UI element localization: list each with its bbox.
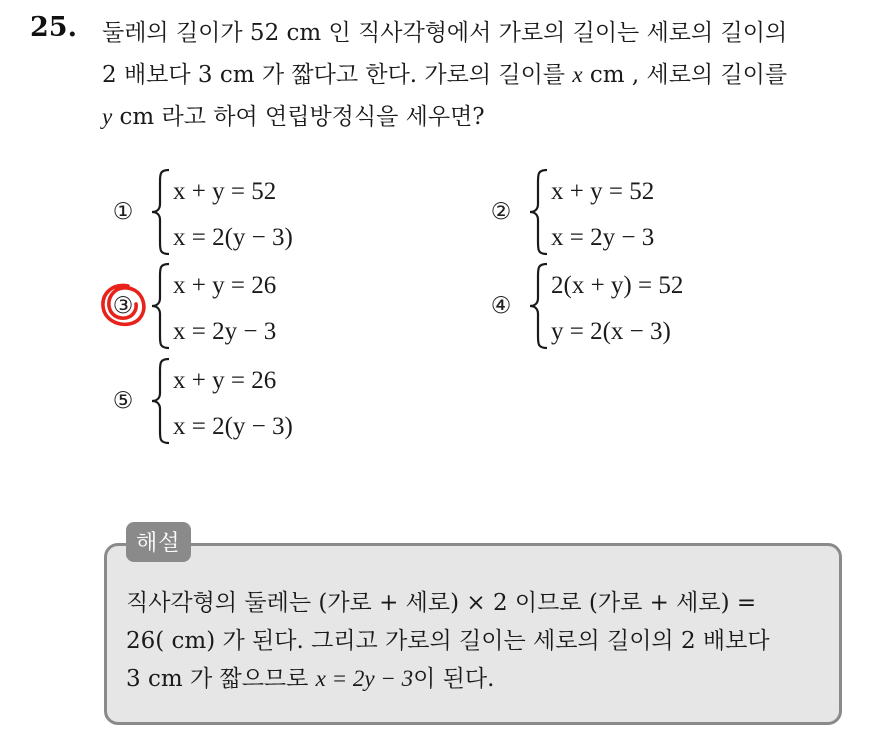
explanation-line-1: 직사각형의 둘레는 (가로 + 세로) × 2 이므로 (가로 + 세로) =: [126, 590, 757, 616]
option-2-eq-1: x + y = 52: [551, 178, 655, 205]
question-line-3: [102, 98, 485, 131]
question-number: 25.: [30, 12, 77, 43]
explanation-line-3: [126, 660, 494, 693]
explanation-tag: 해설: [126, 522, 191, 562]
option-5-marker: ⑤: [112, 388, 134, 414]
question-line-2: [102, 56, 787, 89]
option-4-brace-icon: [528, 262, 550, 350]
option-4-eq-1: 2(x + y) = 52: [551, 272, 684, 299]
option-1-marker: ①: [112, 199, 134, 225]
option-1-eq-1: x + y = 52: [173, 178, 277, 205]
question-var-x: x: [572, 62, 583, 87]
option-2-marker: ②: [490, 199, 512, 225]
question-line-3-text: cm 라고 하여 연립방정식을 세우면?: [112, 104, 485, 130]
option-1-eq-2: x = 2(y − 3): [173, 224, 293, 251]
option-1-brace-icon: [150, 168, 172, 256]
option-3-brace-icon: [150, 262, 172, 350]
explanation-line-2: 26( cm) 가 된다. 그리고 가로의 길이는 세로의 길이의 2 배보다: [126, 628, 770, 654]
option-5-brace-icon: [150, 357, 172, 445]
option-4-marker: ④: [490, 293, 512, 319]
option-5-eq-2: x = 2(y − 3): [173, 413, 293, 440]
option-3-eq-2: x = 2y − 3: [173, 318, 277, 345]
explanation-line-3-text-b: 이 된다.: [413, 666, 495, 692]
question-line-2-text-b: cm , 세로의 길이를: [582, 62, 788, 88]
option-5-eq-1: x + y = 26: [173, 367, 277, 394]
question-var-y: y: [102, 104, 113, 129]
explanation-equation: x = 2y − 3: [315, 666, 414, 691]
option-2-brace-icon: [528, 168, 550, 256]
option-2-eq-2: x = 2y − 3: [551, 224, 655, 251]
option-4-eq-2: y = 2(x − 3): [551, 318, 671, 345]
question-line-1: 둘레의 길이가 52 cm 인 직사각형에서 가로의 길이는 세로의 길이의: [102, 20, 788, 46]
explanation-line-3-text-a: 3 cm 가 짧으므로: [126, 666, 316, 692]
option-3-marker: ③: [112, 293, 134, 319]
question-line-2-text-a: 2 배보다 3 cm 가 짧다고 한다. 가로의 길이를: [102, 62, 573, 88]
option-3-eq-1: x + y = 26: [173, 272, 277, 299]
